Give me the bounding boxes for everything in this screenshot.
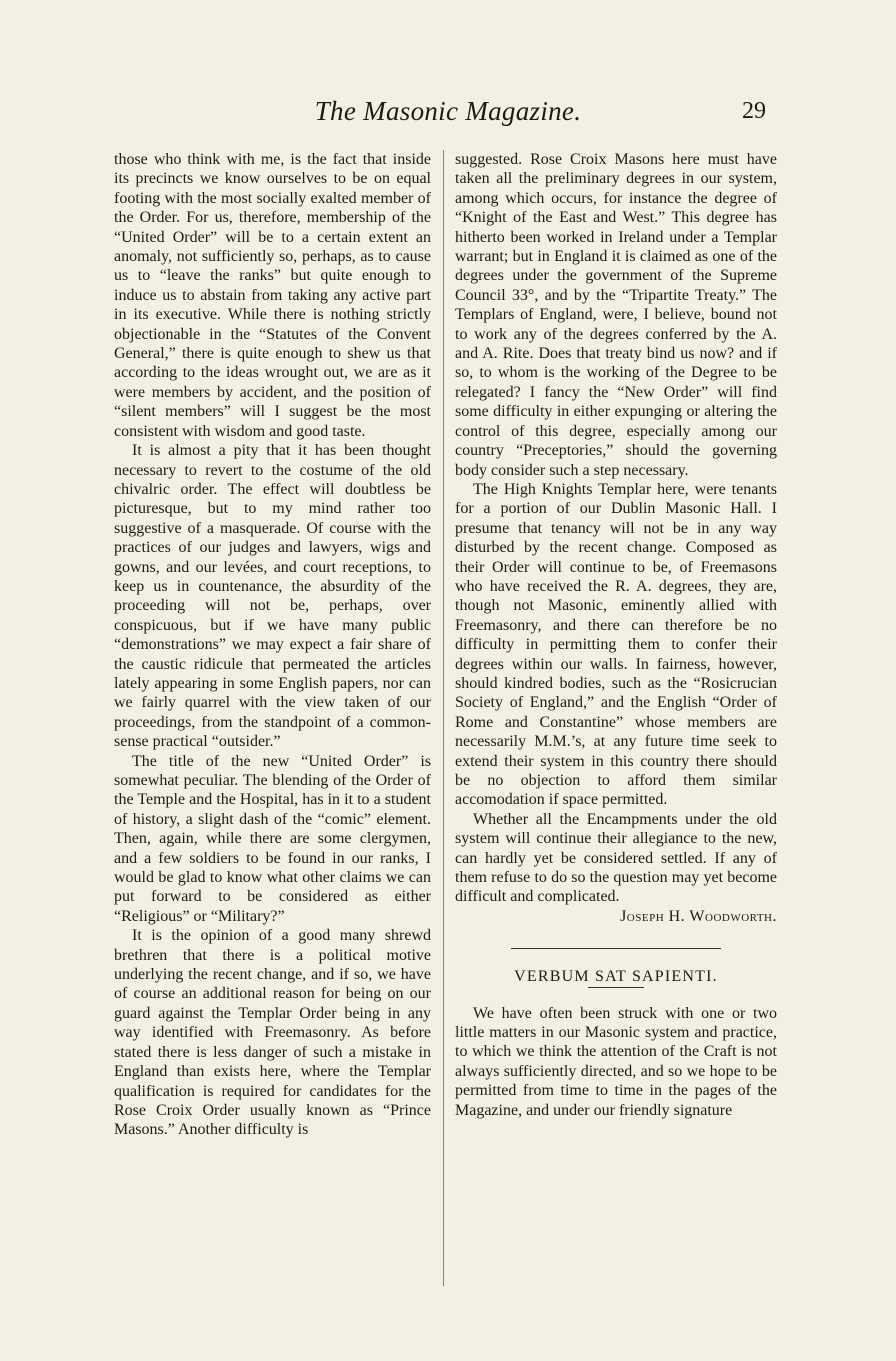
author-signature: Joseph H. Woodworth. — [620, 907, 777, 925]
paragraph: The title of the new “United Order” is somewhat peculiar. The blending of the Order of the Temple and the Hospital, has in it to a student of history, a slight dash of the “comic” element. Then, again, while there are some clergymen, and a few soldiers to be found in our ranks, I would be glad to know what other claims we can put forward to be considered as either “Religious” or “Military?” — [114, 752, 431, 925]
section-heading: VERBUM SAT SAPIENTI. — [514, 968, 718, 986]
paragraph: The High Knights Templar here, were tenants for a portion of our Dublin Masonic Hall. I presume that tenancy will not be in any way disturbed by the recent change. Composed as their Order will continue to be, of Freemasons who have received the R. A. degrees, they are, though not Masonic, eminently allied with Freemasonry, and there can therefore be no difficulty in permitting them to confer their degrees within our walls. In fairness, however, should kindred bodies, such as the “Rosicrucian Society of England,” and the English “Order of Rome and Constantine” whose members are necessarily M.M.’s, at any future time seek to extend their system in this country there should be no objection to afford them similar accomodation if space permitted. — [455, 480, 777, 809]
left-column — [114, 150, 431, 1140]
page-title: The Masonic Magazine. — [314, 96, 582, 126]
section-divider — [511, 948, 721, 949]
paragraph: It is almost a pity that it has been thought necessary to revert to the costume of the old chivalric order. The effect will doubtless be picturesque, but to my mind rather too suggestive of a masquerade. Of course with the practices of our judges and lawyers, wigs and gowns, and our levées, and court receptions, to keep us in countenance, the absurdity of the proceeding will not be, perhaps, over conspicuous, but if we have many public “demonstrations” we may expect a fair share of the caustic ridicule that permeated the articles lately appearing in some English papers, nor can we fairly quarrel with the view taken of our proceedings, from the standpoint of a common-sense practical “outsider.” — [114, 442, 431, 751]
page-number: 29 — [742, 98, 766, 124]
paragraph: It is the opinion of a good many shrewd brethren that there is a political motive underlying the recent change, and if so, we have of course an additional reason for being on our guard against the Templar Order being in any way identified with Freemasonry. As before stated there is less danger of such a mistake in England than exists here, where the Templar qualification is required for candidates for the Rose Croix Order usually known as “Prince Masons.” Another difficulty is — [114, 927, 431, 1139]
paragraph: Whether all the Encampments under the old system will continue their allegiance to the new, can hardly yet be considered settled. If any of them refuse to do so the question may yet become difficult and complicated. — [455, 810, 777, 906]
running-head — [0, 96, 896, 132]
paragraph: those who think with me, is the fact that inside its precincts we know ourselves to be on equal footing with the most socially exalted member of the Order. For us, therefore, membership of the “United Order” will be to a certain extent an anomaly, not sufficiently so, perhaps, as to cause us to “leave the ranks” but quite enough to induce us to abstain from taking any active part in its executive. While there is nothing strictly objectionable in the “Statutes of the Convent General,” there is quite enough to shew us that according to the ideas wrought out, we are as it were members by accident, and the position of “silent members” will I suggest be the most consistent with wisdom and good taste. — [114, 151, 431, 440]
paragraph: We have often been struck with one or two little matters in our Masonic system and practice, to which we think the attention of the Craft is not always sufficiently directed, and so we hope to be permitted from time to time in the pages of the Magazine, and under our friendly signature — [455, 1004, 777, 1119]
heading-underline — [588, 987, 644, 988]
column-divider — [443, 150, 444, 1286]
paragraph: suggested. Rose Croix Masons here must have taken all the preliminary degrees in our system, among which occurs, for instance the degree of “Knight of the East and West.” This degree has hitherto been worked in Ireland under a Templar warrant; but in England it is claimed as one of the degrees under the government of the Supreme Council 33°, and by the “Tripartite Treaty.” The Templars of England, were, I believe, bound not to work any of the degrees conferred by the A. and A. Rite. Does that treaty bind us now? and if so, to whom is the working of the Degree to be relegated? I fancy the “New Order” will find some difficulty in either expunging or altering the control of this degree, especially among our country “Preceptories,” should the governing body consider such a step necessary. — [455, 151, 777, 479]
right-column — [455, 150, 777, 1120]
